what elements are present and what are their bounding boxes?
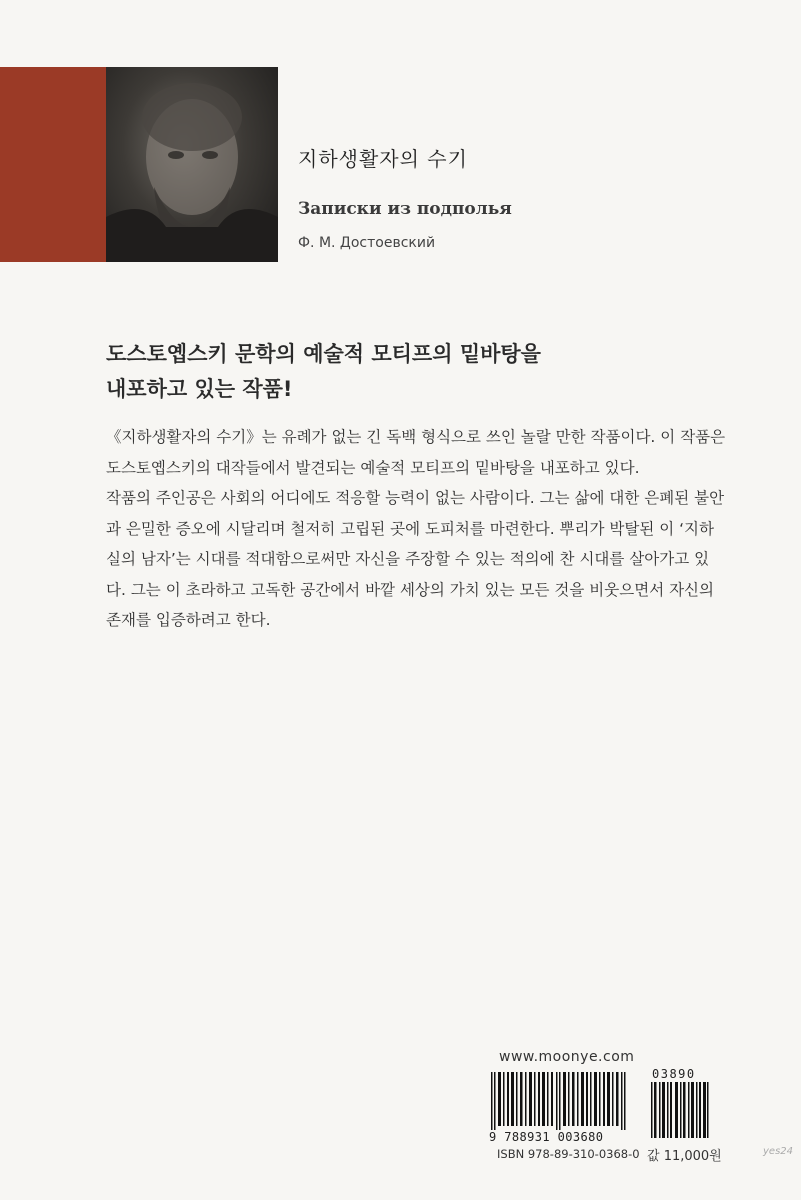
title-korean: 지하생활자의 수기: [298, 147, 468, 171]
author-name: Ф. М. Достоевский: [298, 235, 436, 251]
portrait-illustration: [106, 67, 278, 262]
author-portrait: [106, 67, 278, 262]
isbn-barcode: [489, 1072, 631, 1130]
addon-code: 03890: [652, 1067, 696, 1081]
headline-line-1: 도스토옙스키 문학의 예술적 모티프의 밑바탕을: [106, 342, 541, 366]
price-text: 값 11,000원: [647, 1149, 722, 1164]
headline-line-2: 내포하고 있는 작품!: [106, 377, 293, 401]
accent-color-band: [0, 67, 106, 262]
description-paragraph-2: 작품의 주인공은 사회의 어디에도 적응할 능력이 없는 사람이다. 그는 삶에 대한 은폐된 불안과 은밀한 증오에 시달리며 철저히 고립된 곳에 도피처를 마련한다. 뿌리가 박탈된 이 ‘지하실의 남자’는 시대를 적대함으로써만 자신을 주장할 수 있는 적의에 찬 시대를 살아가고 있다. 그는 이 초라하고 고독한 공간에서 바깥 세상의 가치 있는 모든 것을 비웃으면서 자신의 존재를 입증하려고 한다.: [106, 489, 725, 629]
addon-barcode: [650, 1082, 710, 1138]
description-paragraph-1: 《지하생활자의 수기》는 유례가 없는 긴 독백 형식으로 쓰인 놀랄 만한 작품이다. 이 작품은 도스토옙스키의 대작들에서 발견되는 예술적 모티프의 밑바탕을 내포하고 있다.: [106, 428, 726, 477]
watermark: yes24: [763, 1146, 794, 1157]
title-russian: Записки из подполья: [298, 199, 512, 219]
headline: [106, 337, 706, 407]
isbn-text: ISBN 978-89-310-0368-0: [497, 1147, 640, 1161]
barcode-number: 9 788931 003680: [489, 1130, 604, 1144]
publisher-website: www.moonye.com: [499, 1049, 635, 1065]
description-body: [106, 422, 726, 636]
